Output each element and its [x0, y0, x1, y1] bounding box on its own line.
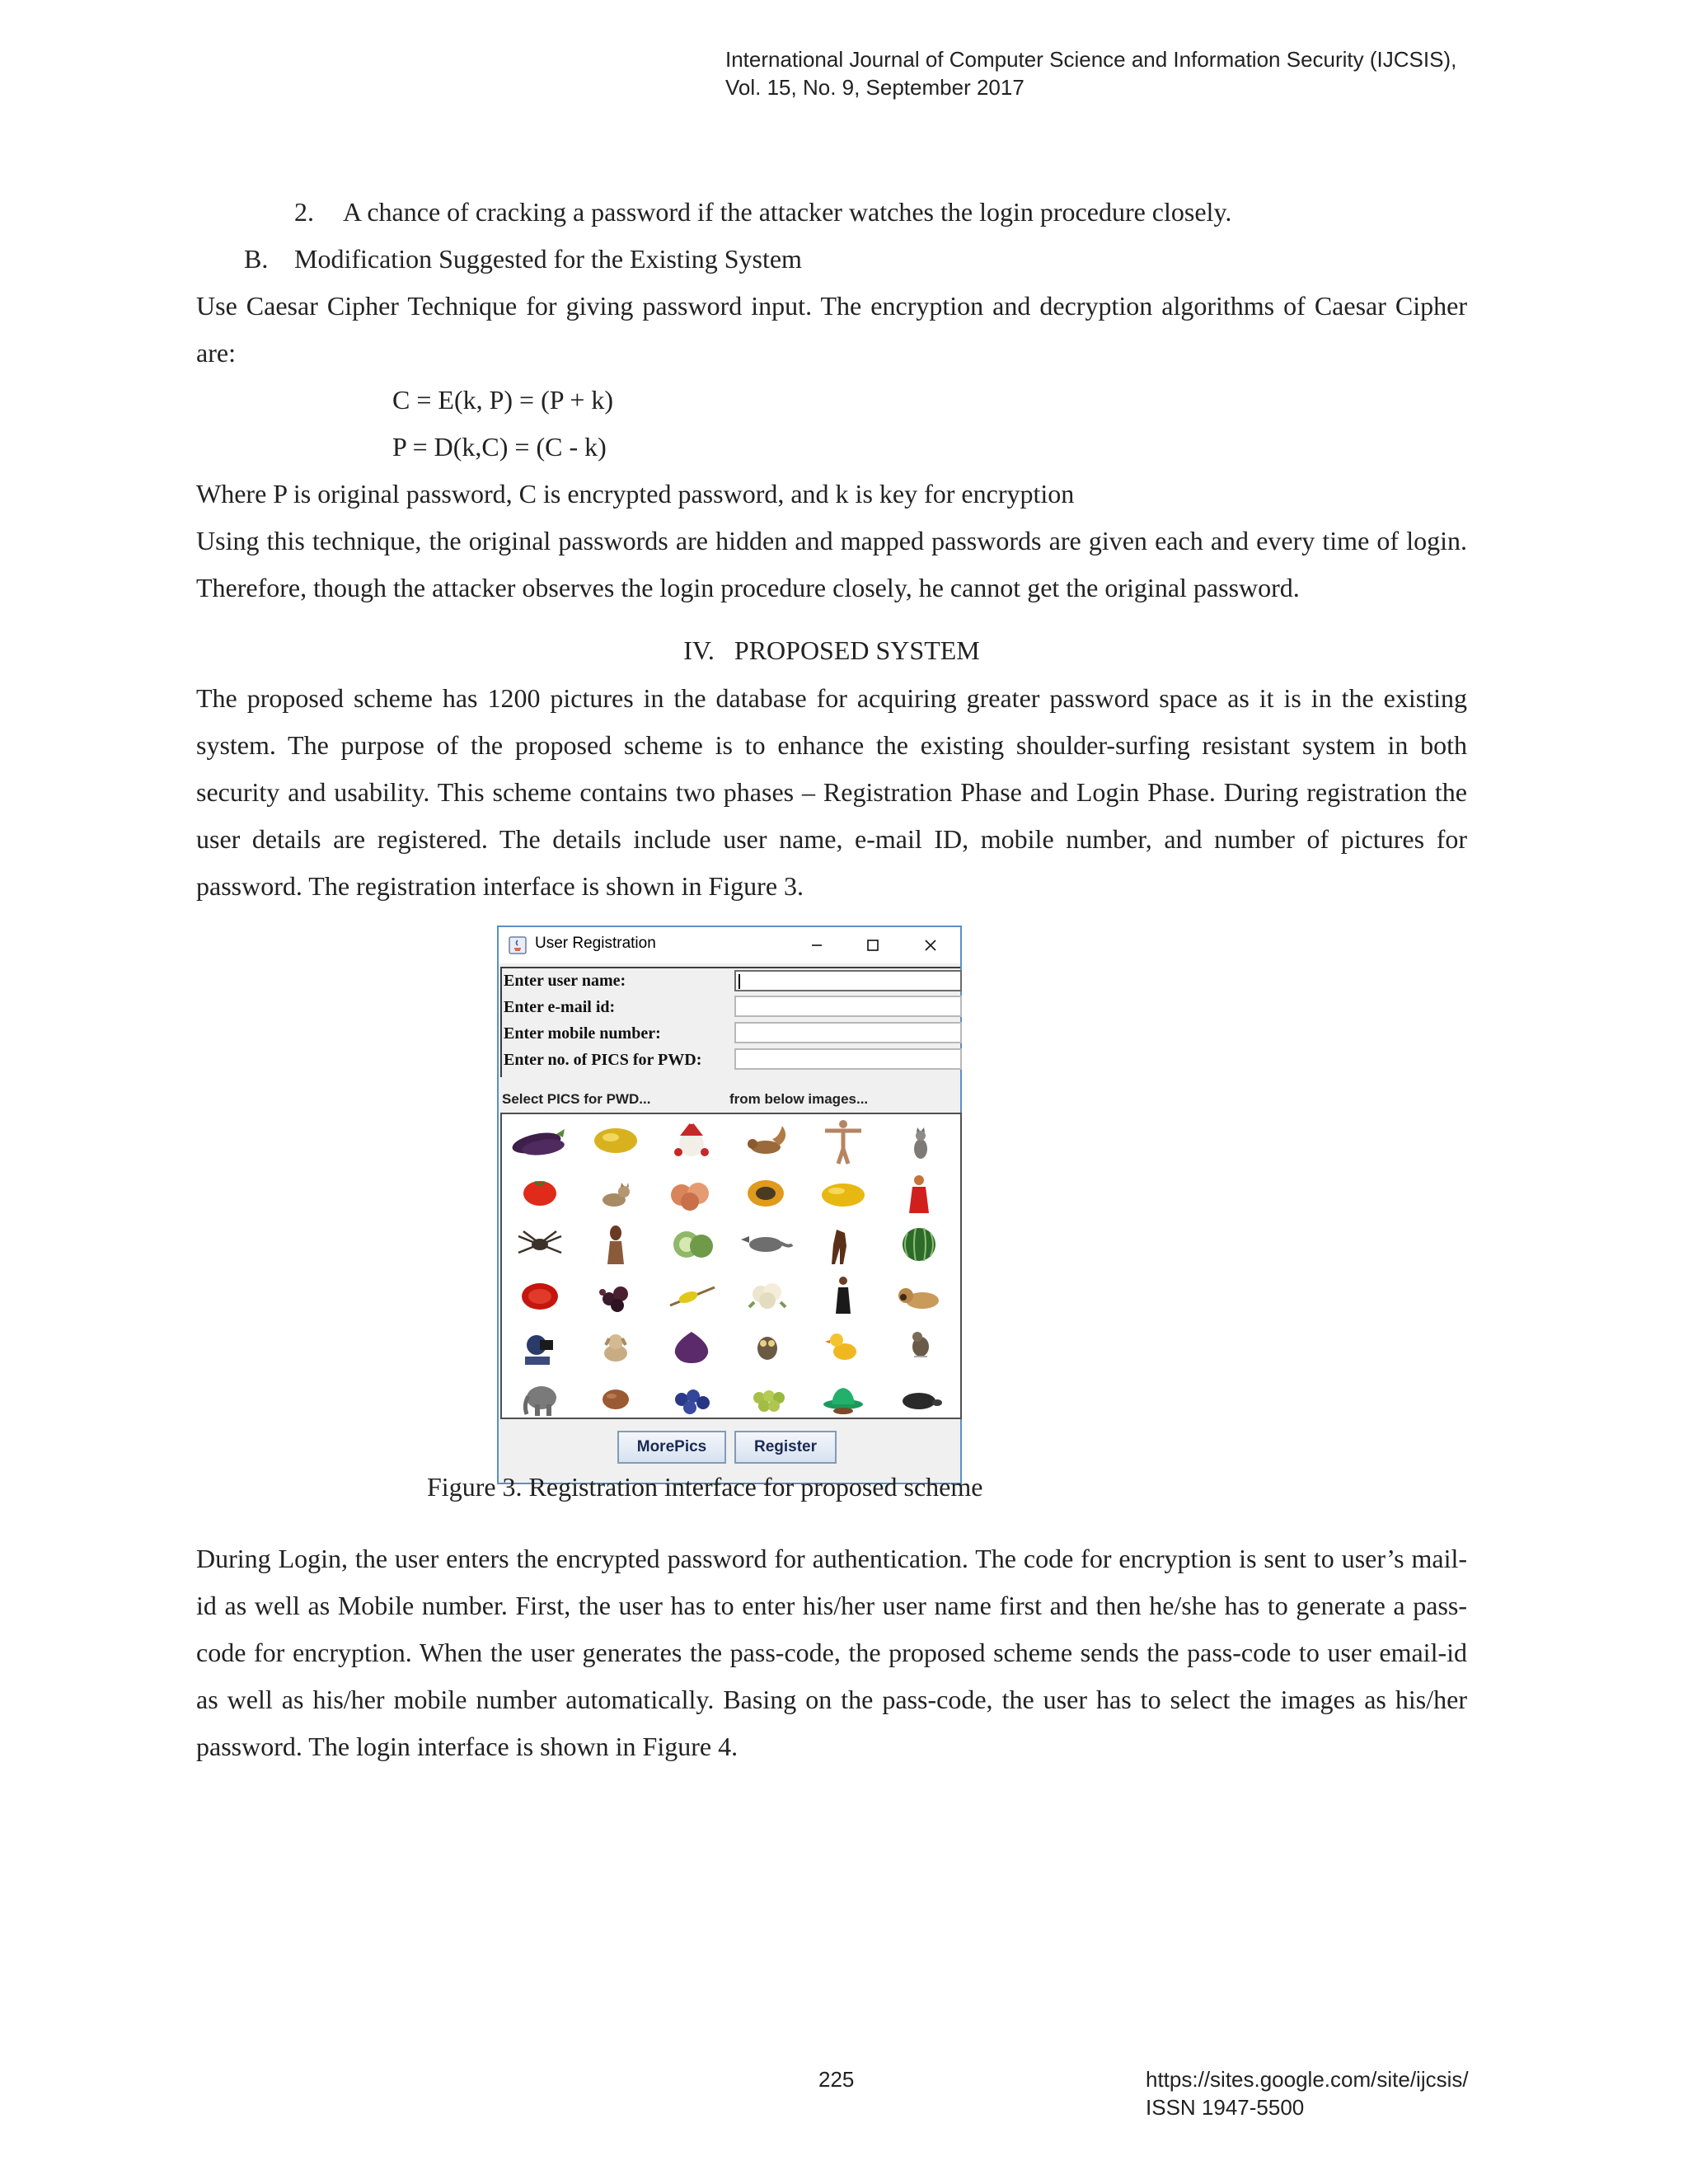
- picture-green-hat[interactable]: [805, 1371, 881, 1422]
- kitten-icon: [578, 1167, 654, 1218]
- java-app-icon: [509, 936, 527, 954]
- label-mobile: Enter mobile number:: [504, 1024, 661, 1043]
- picture-watermelon[interactable]: [881, 1218, 957, 1269]
- more-pics-button[interactable]: MorePics: [617, 1431, 726, 1464]
- grapes-icon: [729, 1371, 805, 1422]
- picture-blueberries[interactable]: [654, 1371, 729, 1422]
- window-content: [499, 963, 960, 1483]
- journal-volume: Vol. 15, No. 9, September 2017: [725, 75, 1025, 100]
- picture-onions[interactable]: [654, 1167, 729, 1218]
- section-heading: IV. PROPOSED SYSTEM: [683, 635, 980, 665]
- picture-squirrel[interactable]: [729, 1116, 805, 1167]
- label-user-name: Enter user name:: [504, 972, 626, 990]
- purple-fig-icon: [654, 1320, 729, 1371]
- person-camera-icon: [502, 1320, 578, 1371]
- picture-owl[interactable]: [729, 1320, 805, 1371]
- picture-pomegranate[interactable]: [502, 1269, 578, 1320]
- paragraph-technique: Using this technique, the original passwords are hidden and mapped passwords are given each and every time of login. Therefore, though the attacker observes the login procedure closely, he cannot get the original password.: [196, 526, 1467, 602]
- paragraph-proposed-scheme: The proposed scheme has 1200 pictures in the database for acquiring greater password space as it is in the existing system. The purpose of the proposed scheme is to enhance the existing shoulder-surfing resistant system in both security and usability. This scheme contains two phases – Registration Phase and Login Phase. During registration the user details are registered. The details include user name, e-mail ID, mobile number, and number of pictures for password. The registration interface is shown in Figure 3.: [196, 683, 1467, 901]
- woman-black-icon: [805, 1269, 881, 1320]
- text-caret: [738, 974, 740, 989]
- eggplant-icon: [502, 1116, 578, 1167]
- close-button[interactable]: [906, 929, 955, 962]
- window-titlebar[interactable]: [499, 927, 960, 963]
- maximize-button[interactable]: [848, 929, 898, 962]
- paragraph-variables: Where P is original password, C is encrypted password, and k is key for encryption: [196, 479, 1075, 509]
- horse-icon: [805, 1218, 881, 1269]
- picture-sliced-fruit[interactable]: [654, 1218, 729, 1269]
- picture-cauliflower[interactable]: [729, 1269, 805, 1320]
- label-email: Enter e-mail id:: [504, 998, 616, 1016]
- pics-count-input[interactable]: [734, 1048, 962, 1070]
- paragraph-caesar-intro: Use Caesar Cipher Technique for giving password input. The encryption and decryption algorithms of Caesar Cipher are:: [196, 291, 1467, 368]
- picture-woman-red-dress[interactable]: [881, 1167, 957, 1218]
- brown-egg-icon: [578, 1371, 654, 1422]
- picture-horse[interactable]: [805, 1218, 881, 1269]
- puppy-icon: [578, 1320, 654, 1371]
- footer-issn: ISSN 1947-5500: [1146, 2095, 1305, 2120]
- woman-red-icon: [881, 1167, 957, 1218]
- picture-mango-yellow[interactable]: [805, 1167, 881, 1218]
- pomegranate-icon: [502, 1269, 578, 1320]
- man-icon: [805, 1116, 881, 1167]
- owl-icon: [729, 1320, 805, 1371]
- mango-yellow-icon: [805, 1167, 881, 1218]
- picture-wolf[interactable]: [729, 1218, 805, 1269]
- picture-duckling[interactable]: [805, 1320, 881, 1371]
- equation-encrypt: C = E(k, P) = (P + k): [392, 385, 614, 415]
- spider-icon: [502, 1218, 578, 1269]
- picture-cat[interactable]: [881, 1116, 957, 1167]
- mango-icon: [578, 1116, 654, 1167]
- picture-turtle[interactable]: [881, 1371, 957, 1422]
- blueberries-icon: [654, 1371, 729, 1422]
- figure-caption: Figure 3. Registration interface for proposed scheme: [427, 1472, 983, 1502]
- list-item-text: A chance of cracking a password if the attacker watches the login procedure closely.: [343, 197, 1232, 227]
- small-bird-icon: [881, 1320, 957, 1371]
- register-button[interactable]: Register: [734, 1431, 837, 1464]
- elephant-icon: [502, 1371, 578, 1422]
- email-input[interactable]: [734, 996, 962, 1017]
- picture-elephant[interactable]: [502, 1371, 578, 1422]
- figs-icon: [578, 1269, 654, 1320]
- tomato-icon: [502, 1167, 578, 1218]
- footer-url[interactable]: https://sites.google.com/site/ijcsis/: [1146, 2067, 1469, 2092]
- picture-brown-egg[interactable]: [578, 1371, 654, 1422]
- close-icon: [922, 937, 939, 954]
- woman-icon: [578, 1218, 654, 1269]
- running-header: [725, 45, 1456, 101]
- wolf-icon: [729, 1218, 805, 1269]
- picture-spider[interactable]: [502, 1218, 578, 1269]
- cat-icon: [881, 1116, 957, 1167]
- picture-woman-black[interactable]: [805, 1269, 881, 1320]
- picture-kitten[interactable]: [578, 1167, 654, 1218]
- subsection-title: Modification Suggested for the Existing System: [294, 244, 802, 274]
- picture-tomato[interactable]: [502, 1167, 578, 1218]
- select-pics-label: Select PICS for PWD...: [502, 1091, 651, 1107]
- yellow-bird-icon: [654, 1269, 729, 1320]
- paragraph-login: During Login, the user enters the encrypted password for authentication. The code for encryption is sent to user’s mail-id as well as Mobile number. First, the user has to enter his/her user name first and then he/she has to generate a pass-code for encryption. When the user generates the pass-code, the proposed scheme sends the pass-code to user email-id as well as his/her mobile number automatically. Basing on the pass-code, the user has to select the images as his/her password. The login interface is shown in Figure 4.: [196, 1544, 1467, 1761]
- picture-mango[interactable]: [578, 1116, 654, 1167]
- picture-yellow-bird[interactable]: [654, 1269, 729, 1320]
- picture-dog-in-santa-hat[interactable]: [654, 1116, 729, 1167]
- list-item-number: 2.: [294, 197, 314, 227]
- page-number: 225: [818, 2067, 855, 2092]
- sliced-fruit-icon: [654, 1218, 729, 1269]
- minimize-button[interactable]: [792, 929, 842, 962]
- picture-small-bird[interactable]: [881, 1320, 957, 1371]
- picture-grid: [500, 1113, 962, 1419]
- picture-figs[interactable]: [578, 1269, 654, 1320]
- watermelon-icon: [881, 1218, 957, 1269]
- minimize-icon: [809, 937, 825, 954]
- user-name-input[interactable]: [734, 970, 962, 991]
- melon-icon: [729, 1167, 805, 1218]
- turtle-icon: [881, 1371, 957, 1422]
- registration-window: [497, 926, 962, 1484]
- picture-grapes[interactable]: [729, 1371, 805, 1422]
- picture-person-with-camera[interactable]: [502, 1320, 578, 1371]
- subsection-letter: B.: [244, 244, 269, 274]
- picture-standing-man[interactable]: [805, 1116, 881, 1167]
- select-pics-hint: from below images...: [729, 1091, 869, 1107]
- mobile-input[interactable]: [734, 1022, 962, 1043]
- squirrel-icon: [729, 1116, 805, 1167]
- picture-purple-fig[interactable]: [654, 1320, 729, 1371]
- pug-icon: [881, 1269, 957, 1320]
- picture-pug[interactable]: [881, 1269, 957, 1320]
- maximize-icon: [865, 937, 881, 954]
- journal-name: International Journal of Computer Science and Information Security (IJCSIS),: [725, 47, 1457, 72]
- picture-woman[interactable]: [578, 1218, 654, 1269]
- equation-decrypt: P = D(k,C) = (C - k): [392, 432, 607, 462]
- dog-icon: [654, 1116, 729, 1167]
- cauliflower-icon: [729, 1269, 805, 1320]
- label-pics-count: Enter no. of PICS for PWD:: [504, 1051, 702, 1069]
- picture-puppy[interactable]: [578, 1320, 654, 1371]
- picture-melon-half[interactable]: [729, 1167, 805, 1218]
- picture-eggplant[interactable]: [502, 1116, 578, 1167]
- green-hat-icon: [805, 1371, 881, 1422]
- onions-icon: [654, 1167, 729, 1218]
- duckling-icon: [805, 1320, 881, 1371]
- registration-form: [500, 967, 960, 1077]
- window-title: User Registration: [535, 935, 656, 952]
